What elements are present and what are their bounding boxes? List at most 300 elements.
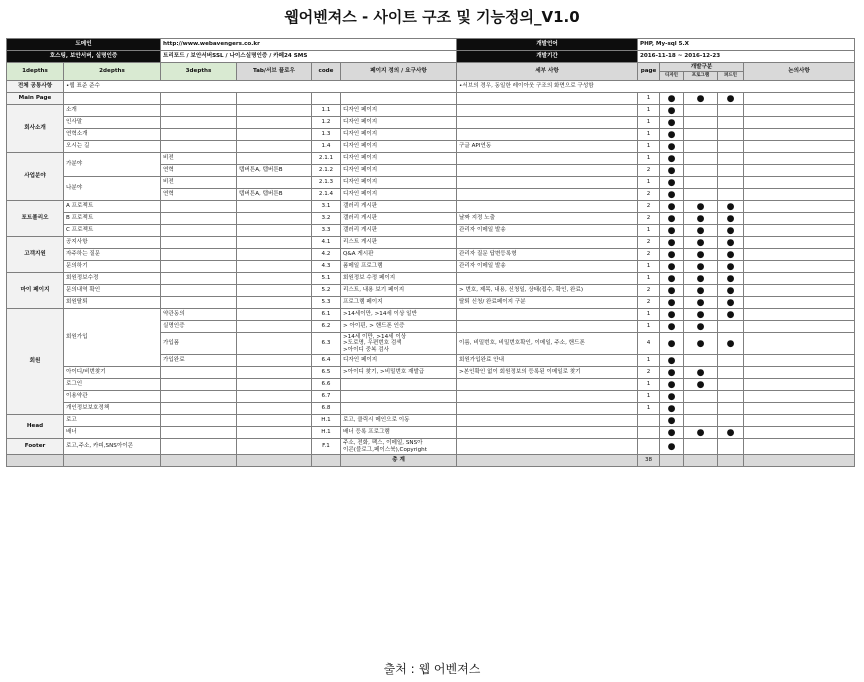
common-label: 전체 공통사항 (7, 81, 64, 93)
publish-mark (718, 391, 744, 403)
page-count-cell: 1 (638, 141, 660, 153)
header-1depths: 1depths (7, 63, 64, 81)
design-mark: ● (660, 105, 684, 117)
publish-mark: ● (718, 285, 744, 297)
header-3depths: 3depths (161, 63, 237, 81)
design-mark: ● (660, 165, 684, 177)
design-mark: ● (660, 321, 684, 333)
table-row (7, 403, 855, 415)
remarks-cell (744, 165, 855, 177)
program-mark (684, 165, 718, 177)
category-label: Footer (7, 439, 64, 455)
remarks-cell (744, 201, 855, 213)
tab-subflow-cell (237, 117, 312, 129)
table-row (7, 225, 855, 237)
design-mark: ● (660, 213, 684, 225)
depth3-cell (161, 273, 237, 285)
depth2-cell: 로고 (64, 415, 161, 427)
remarks-cell (744, 249, 855, 261)
remarks-cell (744, 439, 855, 455)
publish-mark: ● (718, 225, 744, 237)
program-mark (684, 105, 718, 117)
detail-cell (457, 165, 638, 177)
page-count-cell: 1 (638, 225, 660, 237)
table-row (7, 237, 855, 249)
detail-cell (457, 105, 638, 117)
publish-mark: ● (718, 249, 744, 261)
remarks-cell (744, 297, 855, 309)
tab-subflow-cell (237, 213, 312, 225)
remarks-cell (744, 391, 855, 403)
page-count-cell: 1 (638, 403, 660, 415)
program-mark (684, 129, 718, 141)
page-count-cell (638, 415, 660, 427)
remarks-cell (744, 379, 855, 391)
document-title: 웹어벤져스 - 사이트 구조 및 기능정의_V1.0 (284, 8, 580, 26)
page-definition-cell: 갤러리 게시판 (341, 213, 457, 225)
tab-subflow-cell (237, 403, 312, 415)
detail-cell: >본인확인 없이 회원정보의 등록된 이메일로 찾기 (457, 367, 638, 379)
table-row (7, 367, 855, 379)
page-count-cell: 1 (638, 129, 660, 141)
mainpage-program-mark: ● (684, 93, 718, 105)
tab-subflow-cell (237, 249, 312, 261)
depth3-cell (161, 237, 237, 249)
detail-cell: 구글 API연동 (457, 141, 638, 153)
table-row (7, 129, 855, 141)
tab-subflow-cell (237, 225, 312, 237)
publish-mark (718, 403, 744, 415)
site-structure-table (6, 38, 855, 467)
dev-language-value: PHP, My-sql 5.X (638, 39, 855, 51)
table-row (7, 105, 855, 117)
publish-mark (718, 379, 744, 391)
table-row (7, 297, 855, 309)
tab-subflow-cell (237, 309, 312, 321)
publish-mark (718, 189, 744, 201)
depth3-cell (161, 391, 237, 403)
publish-mark (718, 177, 744, 189)
page-count-cell: 2 (638, 201, 660, 213)
page-count-cell: 1 (638, 273, 660, 285)
program-mark: ● (684, 297, 718, 309)
remarks-cell (744, 427, 855, 439)
page-definition-cell: 갤러리 게시판 (341, 201, 457, 213)
table-row (7, 177, 855, 189)
page-count-cell: 4 (638, 333, 660, 355)
page-definition-cell: >아이디 찾기, >비밀번호 재발급 (341, 367, 457, 379)
page-definition-cell: 디자인 페이지 (341, 165, 457, 177)
depth3-cell: 가입폼 (161, 333, 237, 355)
header-program: 프로그램 (684, 72, 718, 81)
program-mark: ● (684, 285, 718, 297)
design-mark: ● (660, 189, 684, 201)
code-cell: 6.6 (312, 379, 341, 391)
depth2-cell: 문의내역 확인 (64, 285, 161, 297)
depth2-cell: 아이디/비번찾기 (64, 367, 161, 379)
remarks-cell (744, 177, 855, 189)
publish-mark (718, 141, 744, 153)
page-count-cell: 1 (638, 391, 660, 403)
code-cell: H.1 (312, 415, 341, 427)
depth3-cell: 실명인증 (161, 321, 237, 333)
depth2-cell: 인사말 (64, 117, 161, 129)
page-definition-cell (341, 403, 457, 415)
detail-cell (457, 201, 638, 213)
publish-mark (718, 153, 744, 165)
depth3-cell (161, 249, 237, 261)
tab-subflow-cell (237, 321, 312, 333)
page-count-cell: 1 (638, 105, 660, 117)
detail-cell: 탈퇴 신청/ 완료페이지 구분 (457, 297, 638, 309)
code-cell: 1.1 (312, 105, 341, 117)
code-cell: F.1 (312, 439, 341, 455)
tab-subflow-cell (237, 367, 312, 379)
depth2-cell: 개인정보보호정책 (64, 403, 161, 415)
program-mark (684, 177, 718, 189)
source-caption: 출처 : 웹 어벤져스 (383, 662, 481, 676)
remarks-cell (744, 273, 855, 285)
dev-language-label: 개발언어 (457, 39, 638, 51)
page-count-cell: 1 (638, 379, 660, 391)
page-definition-cell: 배너 등록 프로그램 (341, 427, 457, 439)
page-count-cell: 2 (638, 189, 660, 201)
depth3-cell (161, 297, 237, 309)
program-mark: ● (684, 237, 718, 249)
header-row (7, 63, 855, 72)
table-row (7, 117, 855, 129)
header-remarks: 논의사항 (744, 63, 855, 81)
publish-mark (718, 321, 744, 333)
page-count-cell: 1 (638, 355, 660, 367)
code-cell: 6.3 (312, 333, 341, 355)
publish-mark: ● (718, 273, 744, 285)
detail-cell (457, 415, 638, 427)
common-row (7, 81, 855, 93)
code-cell: 4.2 (312, 249, 341, 261)
detail-cell (457, 321, 638, 333)
code-cell: 1.2 (312, 117, 341, 129)
depth3-cell: 약관동의 (161, 309, 237, 321)
detail-cell (457, 439, 638, 455)
remarks-cell (744, 129, 855, 141)
code-cell: 4.3 (312, 261, 341, 273)
detail-cell (457, 273, 638, 285)
detail-cell (457, 117, 638, 129)
header-page-definition: 페이지 정의 / 요구사항 (341, 63, 457, 81)
remarks-cell (744, 355, 855, 367)
code-cell: 5.2 (312, 285, 341, 297)
mainpage-design-mark: ● (660, 93, 684, 105)
mainpage-label: Main Page (7, 93, 64, 105)
total-label: 총 계 (341, 455, 457, 467)
code-cell: 3.2 (312, 213, 341, 225)
tab-subflow-cell (237, 333, 312, 355)
design-mark: ● (660, 367, 684, 379)
page-definition-cell: 회원정보 수정 페이지 (341, 273, 457, 285)
depth2-cell: 회원탈퇴 (64, 297, 161, 309)
header-tab-subflow: Tab/서브 플로우 (237, 63, 312, 81)
program-mark: ● (684, 333, 718, 355)
tab-subflow-cell (237, 261, 312, 273)
page-count-cell: 1 (638, 261, 660, 273)
design-mark: ● (660, 261, 684, 273)
page-count-cell: 2 (638, 249, 660, 261)
common-value: •웹 표준 준수 (64, 81, 457, 93)
depth3-cell (161, 129, 237, 141)
code-cell: 1.4 (312, 141, 341, 153)
design-mark: ● (660, 309, 684, 321)
depth2-cell: 문의하기 (64, 261, 161, 273)
depth3-cell (161, 415, 237, 427)
table-row (7, 309, 855, 321)
program-mark: ● (684, 273, 718, 285)
depth2-cell: 나분야 (64, 177, 161, 201)
program-mark: ● (684, 225, 718, 237)
table-row (7, 213, 855, 225)
design-mark: ● (660, 177, 684, 189)
program-mark (684, 439, 718, 455)
total-page-count: 38 (638, 455, 660, 467)
page-definition-cell: Q&A 게시판 (341, 249, 457, 261)
tab-subflow-cell: 탭버튼A, 탭버튼B (237, 189, 312, 201)
detail-cell (457, 309, 638, 321)
page-definition-cell: 폼메일 프로그램 (341, 261, 457, 273)
category-label: 사업분야 (7, 153, 64, 201)
design-mark: ● (660, 225, 684, 237)
domain-label: 도메인 (7, 39, 161, 51)
depth2-cell: 가분야 (64, 153, 161, 177)
code-cell: 2.1.2 (312, 165, 341, 177)
remarks-cell (744, 403, 855, 415)
page-count-cell: 1 (638, 177, 660, 189)
detail-cell (457, 403, 638, 415)
mainpage-page-count: 1 (638, 93, 660, 105)
remarks-cell (744, 261, 855, 273)
detail-cell: 회원가입완료 안내 (457, 355, 638, 367)
header-page: page (638, 63, 660, 81)
program-mark: ● (684, 213, 718, 225)
design-mark: ● (660, 273, 684, 285)
page-definition-cell (341, 391, 457, 403)
code-cell: 6.5 (312, 367, 341, 379)
page-definition-cell: 디자인 페이지 (341, 355, 457, 367)
header-2depths: 2depths (64, 63, 161, 81)
table-row (7, 273, 855, 285)
depth3-cell (161, 427, 237, 439)
remarks-cell (744, 141, 855, 153)
tab-subflow-cell (237, 379, 312, 391)
page-definition-cell: 디자인 페이지 (341, 129, 457, 141)
program-mark (684, 403, 718, 415)
detail-cell (457, 237, 638, 249)
depth3-cell: 비전 (161, 153, 237, 165)
page-definition-cell: 디자인 페이지 (341, 189, 457, 201)
design-mark: ● (660, 439, 684, 455)
publish-mark (718, 105, 744, 117)
hosting-value: 트리포드 / 보안서버SSL / 나이스실명인증 / 카페24 SMS (161, 51, 457, 63)
remarks-cell (744, 237, 855, 249)
page-definition-cell (341, 379, 457, 391)
info-row-domain (7, 39, 855, 51)
detail-cell (457, 391, 638, 403)
code-cell: 2.1.3 (312, 177, 341, 189)
page-count-cell: 1 (638, 309, 660, 321)
design-mark: ● (660, 297, 684, 309)
code-cell: 2.1.4 (312, 189, 341, 201)
depth3-cell (161, 403, 237, 415)
header-dev-group: 개발구분 (660, 63, 744, 72)
page-count-cell: 2 (638, 297, 660, 309)
depth3-cell (161, 105, 237, 117)
depth3-cell (161, 379, 237, 391)
publish-mark (718, 415, 744, 427)
design-mark: ● (660, 153, 684, 165)
page-definition-cell: 디자인 페이지 (341, 141, 457, 153)
publish-mark: ● (718, 213, 744, 225)
depth2-cell: C 프로젝트 (64, 225, 161, 237)
detail-cell: 관리자 이메일 발송 (457, 261, 638, 273)
depth2-cell: 로그인 (64, 379, 161, 391)
program-mark (684, 189, 718, 201)
remarks-cell (744, 309, 855, 321)
info-row-hosting (7, 51, 855, 63)
depth3-cell (161, 367, 237, 379)
depth3-cell (161, 117, 237, 129)
depth2-cell: 소개 (64, 105, 161, 117)
tab-subflow-cell (237, 105, 312, 117)
table-row (7, 201, 855, 213)
tab-subflow-cell (237, 237, 312, 249)
publish-mark (718, 165, 744, 177)
publish-mark (718, 129, 744, 141)
depth3-cell (161, 285, 237, 297)
table-row (7, 391, 855, 403)
dev-period-label: 개발기간 (457, 51, 638, 63)
remarks-cell (744, 321, 855, 333)
publish-mark: ● (718, 201, 744, 213)
program-mark (684, 117, 718, 129)
detail-cell: > 번호, 제목, 내용, 신청일, 상태(접수, 확인, 완료) (457, 285, 638, 297)
design-mark: ● (660, 117, 684, 129)
mainpage-publish-mark: ● (718, 93, 744, 105)
category-label: Head (7, 415, 64, 439)
program-mark (684, 415, 718, 427)
depth2-cell: 배너 (64, 427, 161, 439)
code-cell: 3.1 (312, 201, 341, 213)
category-label: 마이 페이지 (7, 273, 64, 309)
hosting-label: 호스팅, 보안서버, 실명인증 (7, 51, 161, 63)
detail-cell (457, 427, 638, 439)
tab-subflow-cell (237, 177, 312, 189)
publish-mark: ● (718, 427, 744, 439)
page-count-cell: 2 (638, 285, 660, 297)
tab-subflow-cell (237, 355, 312, 367)
remarks-cell (744, 213, 855, 225)
tab-subflow-cell (237, 141, 312, 153)
page-definition-cell: 갤러리 게시판 (341, 225, 457, 237)
remarks-cell (744, 105, 855, 117)
design-mark: ● (660, 379, 684, 391)
program-mark: ● (684, 309, 718, 321)
table-row (7, 427, 855, 439)
program-mark (684, 355, 718, 367)
page-count-cell (638, 439, 660, 455)
page-count-cell: 1 (638, 321, 660, 333)
publish-mark: ● (718, 309, 744, 321)
code-cell: 5.3 (312, 297, 341, 309)
depth3-cell: 연혁 (161, 165, 237, 177)
page-count-cell: 1 (638, 153, 660, 165)
publish-mark: ● (718, 297, 744, 309)
program-mark (684, 391, 718, 403)
tab-subflow-cell (237, 201, 312, 213)
total-row (7, 455, 855, 467)
depth3-cell (161, 141, 237, 153)
depth3-cell: 가입완료 (161, 355, 237, 367)
mainpage-row (7, 93, 855, 105)
code-cell: 6.2 (312, 321, 341, 333)
tab-subflow-cell (237, 273, 312, 285)
depth3-cell: 연혁 (161, 189, 237, 201)
page-count-cell: 2 (638, 367, 660, 379)
header-code: code (312, 63, 341, 81)
page-definition-cell: 로고, 클릭시 메인으로 이동 (341, 415, 457, 427)
dev-period-value: 2016-11-18 ~ 2016-12-23 (638, 51, 855, 63)
depth2-cell: A 프로젝트 (64, 201, 161, 213)
page-count-cell: 2 (638, 213, 660, 225)
table-row (7, 261, 855, 273)
tab-subflow-cell (237, 129, 312, 141)
domain-value: http://www.webavengers.co.kr (161, 39, 457, 51)
tab-subflow-cell: 탭버튼A, 탭버튼B (237, 165, 312, 177)
header-publishing: 퍼드인 (718, 72, 744, 81)
code-cell: 1.3 (312, 129, 341, 141)
depth2-cell: 회원정보수정 (64, 273, 161, 285)
publish-mark (718, 439, 744, 455)
tab-subflow-cell (237, 427, 312, 439)
program-mark: ● (684, 427, 718, 439)
remarks-cell (744, 117, 855, 129)
tab-subflow-cell (237, 415, 312, 427)
publish-mark: ● (718, 333, 744, 355)
remarks-cell (744, 189, 855, 201)
page-definition-cell: 디자인 페이지 (341, 105, 457, 117)
page-definition-cell: 디자인 페이지 (341, 117, 457, 129)
detail-cell: 관리자 이메일 발송 (457, 225, 638, 237)
design-mark: ● (660, 391, 684, 403)
remarks-cell (744, 367, 855, 379)
code-cell: 2.1.1 (312, 153, 341, 165)
tab-subflow-cell (237, 153, 312, 165)
depth2-cell: 연혁소개 (64, 129, 161, 141)
design-mark: ● (660, 427, 684, 439)
depth2-cell: 이용약관 (64, 391, 161, 403)
table-row (7, 141, 855, 153)
design-mark: ● (660, 201, 684, 213)
code-cell: 4.1 (312, 237, 341, 249)
page-definition-cell: 리스트 게시판 (341, 237, 457, 249)
code-cell: 5.1 (312, 273, 341, 285)
code-cell: 3.3 (312, 225, 341, 237)
code-cell: 6.8 (312, 403, 341, 415)
depth2-cell: B 프로젝트 (64, 213, 161, 225)
depth3-cell (161, 213, 237, 225)
detail-cell (457, 189, 638, 201)
table-row (7, 249, 855, 261)
remarks-cell (744, 333, 855, 355)
page-definition-cell: > 아이핀, > 핸드폰 인증 (341, 321, 457, 333)
